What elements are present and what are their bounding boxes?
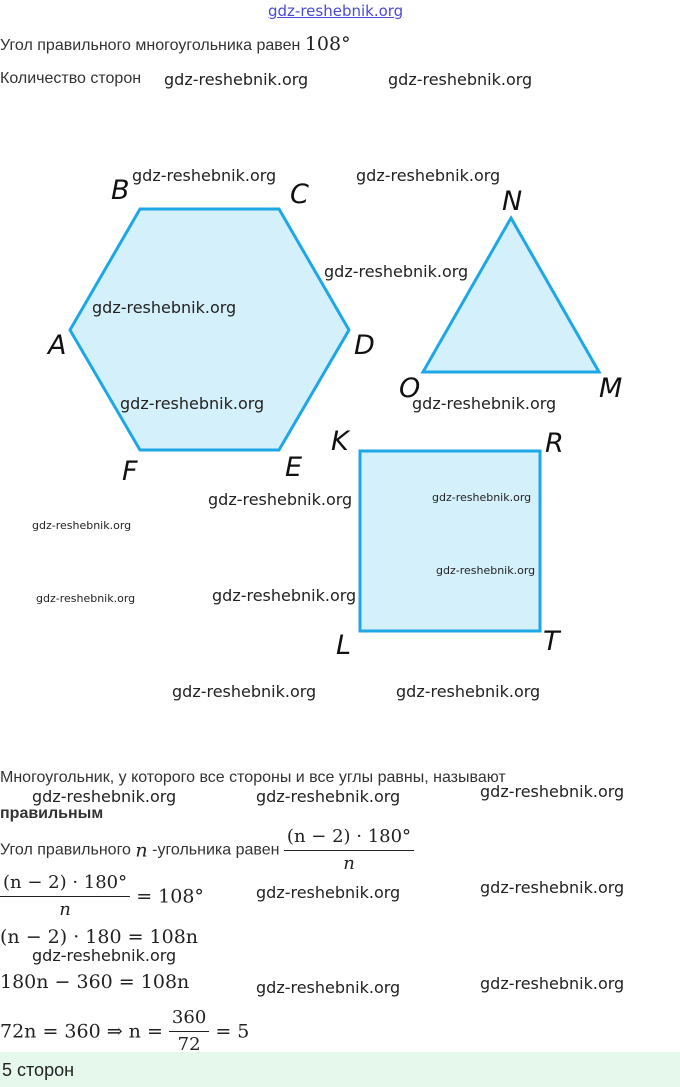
watermark: gdz-reshebnik.org (396, 682, 541, 701)
vertex-label-c: C (290, 179, 309, 210)
equation-1-fraction (0, 870, 130, 923)
watermark: gdz-reshebnik.org (480, 782, 625, 801)
equation-4 (0, 1005, 249, 1052)
watermark: gdz-reshebnik.org (412, 394, 557, 413)
watermark: gdz-reshebnik.org (92, 298, 237, 317)
equation-4-denominator: 72 (177, 1034, 201, 1052)
angle-value: 108° (304, 33, 351, 55)
square-shape (360, 451, 540, 631)
watermark: gdz-reshebnik.org (212, 586, 357, 605)
watermark: gdz-reshebnik.org (132, 166, 277, 185)
formula-denominator: n (343, 853, 355, 874)
vertex-label-n: N (502, 186, 523, 217)
watermark: gdz-reshebnik.org (480, 878, 625, 897)
watermark: gdz-reshebnik.org (256, 883, 401, 902)
watermark: gdz-reshebnik.org (256, 978, 401, 997)
vertex-label-k: K (331, 426, 349, 457)
watermark: gdz-reshebnik.org (172, 682, 317, 701)
definition-term: правильным (0, 805, 104, 822)
vertex-label-l: L (336, 630, 352, 661)
vertex-label-t: T (543, 626, 560, 657)
vertex-label-r: R (545, 428, 564, 459)
equation-4-rhs: = 5 (215, 1020, 250, 1043)
watermark: gdz-reshebnik.org (324, 262, 469, 281)
triangle (399, 186, 622, 404)
vertex-label-e: E (285, 452, 303, 483)
definition-text: Многоугольник, у которого все стороны и все углы равны, называют (0, 769, 506, 786)
equation-1-numerator: (n − 2) · 180° (0, 870, 130, 897)
watermark: gdz-reshebnik.org (164, 70, 309, 89)
watermark: gdz-reshebnik.org (36, 592, 136, 605)
vertex-label-b: B (111, 175, 130, 206)
vertex-label-o: O (399, 373, 421, 404)
watermark: gdz-reshebnik.org (32, 519, 132, 532)
watermark: gdz-reshebnik.org (432, 491, 532, 504)
watermark: gdz-reshebnik.org (120, 394, 265, 413)
square (331, 426, 564, 661)
equation-3: 180n − 360 = 108n (0, 971, 190, 993)
answer-text: 5 сторон (2, 1060, 75, 1080)
hexagon-shape (70, 209, 349, 450)
watermark: gdz-reshebnik.org (436, 564, 536, 577)
equation-4-fraction (169, 1005, 209, 1052)
formula-var: n (135, 839, 148, 862)
formula-text-2: -угольника равен (152, 841, 280, 859)
equation-2: (n − 2) · 180 = 108n (0, 926, 199, 948)
vertex-label-a: A (48, 330, 67, 361)
watermark: gdz-reshebnik.org (356, 166, 501, 185)
formula-numerator: (n − 2) · 180° (284, 824, 414, 851)
equation-1-rhs: = 108° (136, 885, 204, 908)
watermark: gdz-reshebnik.org (208, 490, 353, 509)
formula-fraction (284, 824, 414, 877)
problem-line-1 (0, 33, 351, 55)
watermark[interactable]: gdz-reshebnik.org (268, 2, 404, 20)
hexagon (46, 175, 375, 487)
problem-line-1-text: Угол правильного многоугольника равен (0, 37, 301, 54)
problem-line-2: Количество сторон (0, 70, 142, 87)
equation-1 (0, 870, 204, 923)
equation-4-lhs: 72n = 360 ⇒ n = (0, 1020, 163, 1043)
equation-1-denominator: n (59, 899, 71, 920)
vertex-label-f: F (122, 456, 138, 487)
watermark: gdz-reshebnik.org (32, 787, 177, 806)
watermark: gdz-reshebnik.org (480, 974, 625, 993)
equation-4-numerator: 360 (169, 1005, 209, 1032)
answer-box (0, 1052, 680, 1087)
watermark: gdz-reshebnik.org (32, 946, 177, 965)
watermark: gdz-reshebnik.org (256, 787, 401, 806)
watermark: gdz-reshebnik.org (388, 70, 533, 89)
vertex-label-m: M (599, 373, 623, 404)
formula-text: Угол правильного (0, 841, 131, 859)
vertex-label-d: D (354, 330, 375, 361)
triangle-shape (423, 218, 599, 372)
